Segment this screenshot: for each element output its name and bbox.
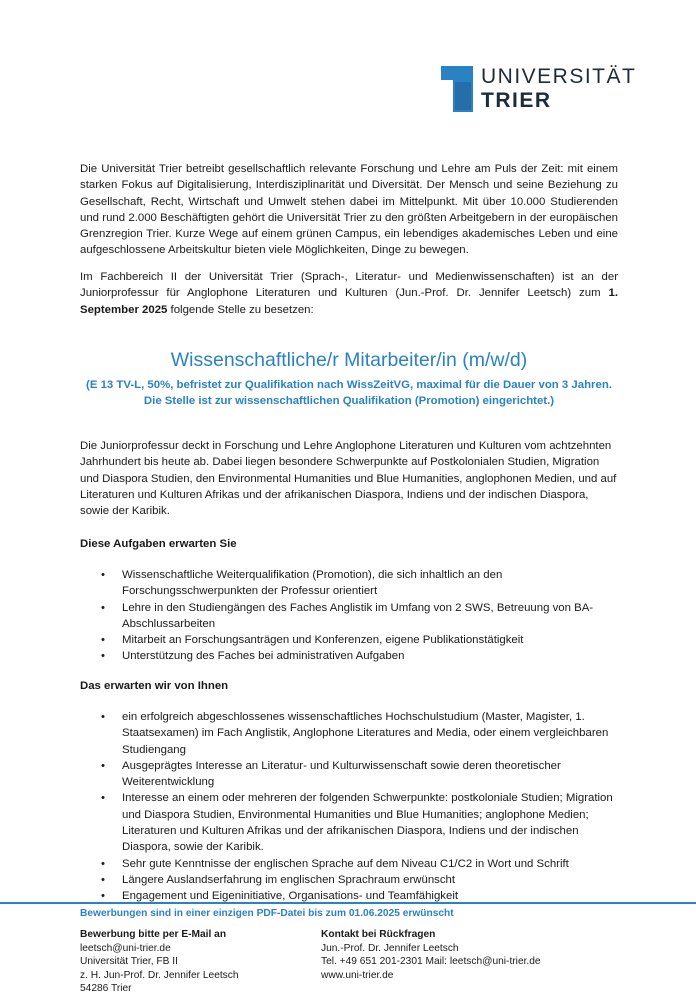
list-item: • Mitarbeit an Forschungsanträgen und Konferenzen, eigene Publikationstätigkeit: [80, 632, 618, 648]
address-line: 54286 Trier: [80, 983, 132, 995]
university-logo-mark-icon: [441, 66, 473, 112]
list-item: • Interesse an einem oder mehreren der folgenden Schwerpunkte: postkoloniale Studien; Migration und Diaspora Studien, Environmental Humanities und Blue Humanities; anglophone Medien; Literaturen und Kulturen Afrikas und der afrikanischen Diaspora, Indiens und der indischen Diaspora, sowie der Karibik.: [80, 790, 618, 855]
inquiry-heading: Kontakt bei Rückfragen: [321, 929, 436, 940]
requirements-list: [80, 709, 618, 905]
list-item: • Längere Auslandserfahrung im englischen Sprachraum erwünscht: [80, 872, 618, 888]
contact-name: Jun.-Prof. Dr. Jennifer Leetsch: [321, 942, 459, 954]
list-item: • Unterstützung des Faches bei administrativen Aufgaben: [80, 648, 618, 664]
logo-text-line2: TRIER: [481, 89, 552, 112]
list-item: • Engagement und Eigeninitiative, Organisations- und Teamfähigkeit: [80, 888, 618, 904]
application-heading: Bewerbung bitte per E-Mail an: [80, 929, 227, 940]
list-item: • Sehr gute Kenntnisse der englischen Sprache auf dem Niveau C1/C2 in Wort und Schrift: [80, 856, 618, 872]
position-title: Wissenschaftliche/r Mitarbeiter/in (m/w/d): [170, 349, 528, 371]
website-link[interactable]: www.uni-trier.de: [321, 969, 394, 981]
description-paragraph: Die Juniorprofessur deckt in Forschung und Lehre Anglophone Literaturen und Kulturen vom achtzehnten Jahrhundert bis heute ab. Dabei liegen besondere Schwerpunkte auf Postkolonialen Studien, Migration und Diaspora Studien, den Environmental Humanities und Blue Humanities, anglophonen Medien, und auf Literaturen und Kulturen Afrikas und der afrikanischen Diaspora, Indiens und der indischen Diaspora, sowie der Karibik.: [80, 440, 617, 518]
application-contact-block: [80, 928, 239, 996]
application-email-link[interactable]: leetsch@uni-trier.de: [80, 942, 171, 954]
footer-divider: [0, 902, 696, 904]
inquiry-contact-block: [321, 928, 541, 982]
address-line: Universität Trier, FB II: [80, 956, 178, 968]
list-item: • Wissenschaftliche Weiterqualifikation (Promotion), die sich inhaltlich an den Forschungsschwerpunkten der Professur orientiert: [80, 567, 618, 600]
address-line: z. H. Jun-Prof. Dr. Jennifer Leetsch: [80, 969, 239, 981]
intro-position-text: Im Fachbereich II der Universität Trier (Sprach-, Literatur- und Medienwissenschaften) ist an der Juniorprofessur für Anglophone Literaturen und Kulturen (Jun.-Prof. Dr. Jennifer Leetsch) zum: [80, 271, 618, 300]
intro-position-paragraph: [80, 269, 618, 318]
tasks-heading: Diese Aufgaben erwarten Sie: [80, 538, 237, 550]
intro-paragraph: Die Universität Trier betreibt gesellschaftlich relevante Forschung und Lehre am Puls der Zeit: mit einem starken Fokus auf Digitalisierung, Interdisziplinarität und Diversität. Der Mensch und seine Beziehung zu Gesellschaft, Recht, Wirtschaft und Umwelt stehen dabei im Mittelpunkt. Mit über 10.000 Studierenden und rund 2.000 Beschäftigten gehört die Universität Trier zu den größten Arbeitgebern in der europäischen Grenzregion Trier. Kurze Wege auf einem grünen Campus, ein lebendiges akademisches Leben und eine aufgeschlossene Arbeitskultur bieten viele Möglichkeiten, Dinge zu bewegen.: [80, 163, 618, 257]
tasks-list: [80, 567, 618, 665]
list-item: • Ausgeprägtes Interesse an Literatur- und Kulturwissenschaft sowie deren theoretischer Weiterentwicklung: [80, 758, 618, 791]
list-item: • ein erfolgreich abgeschlossenes wissenschaftliches Hochschulstudium (Master, Magister, 1. Staatsexamen) im Fach Anglistik, Anglophone Literatures and Media, oder einem vergleichbaren Studiengang: [80, 709, 618, 758]
university-logo: [441, 66, 641, 114]
requirements-heading: Das erwarten wir von Ihnen: [80, 680, 229, 692]
start-date: 1. September 2025: [80, 287, 618, 316]
position-subtitle: (E 13 TV-L, 50%, befristet zur Qualifikation nach WissZeitVG, maximal für die Dauer von 3 Jahren. Die Stelle ist zur wissenschaftlichen Qualifikation (Promotion) eingerichtet.): [86, 379, 612, 408]
application-deadline-note: Bewerbungen sind in einer einzigen PDF-Datei bis zum 01.06.2025 erwünscht: [80, 908, 454, 919]
intro-position-text-end: folgende Stelle zu besetzen:: [167, 303, 314, 316]
list-item: • Lehre in den Studiengängen des Faches Anglistik im Umfang von 2 SWS, Betreuung von BA-Abschlussarbeiten: [80, 600, 618, 633]
logo-text-line1: UNIVERSITÄT: [481, 65, 637, 88]
contact-phone-mail[interactable]: Tel. +49 651 201-2301 Mail: leetsch@uni-trier.de: [321, 956, 541, 968]
